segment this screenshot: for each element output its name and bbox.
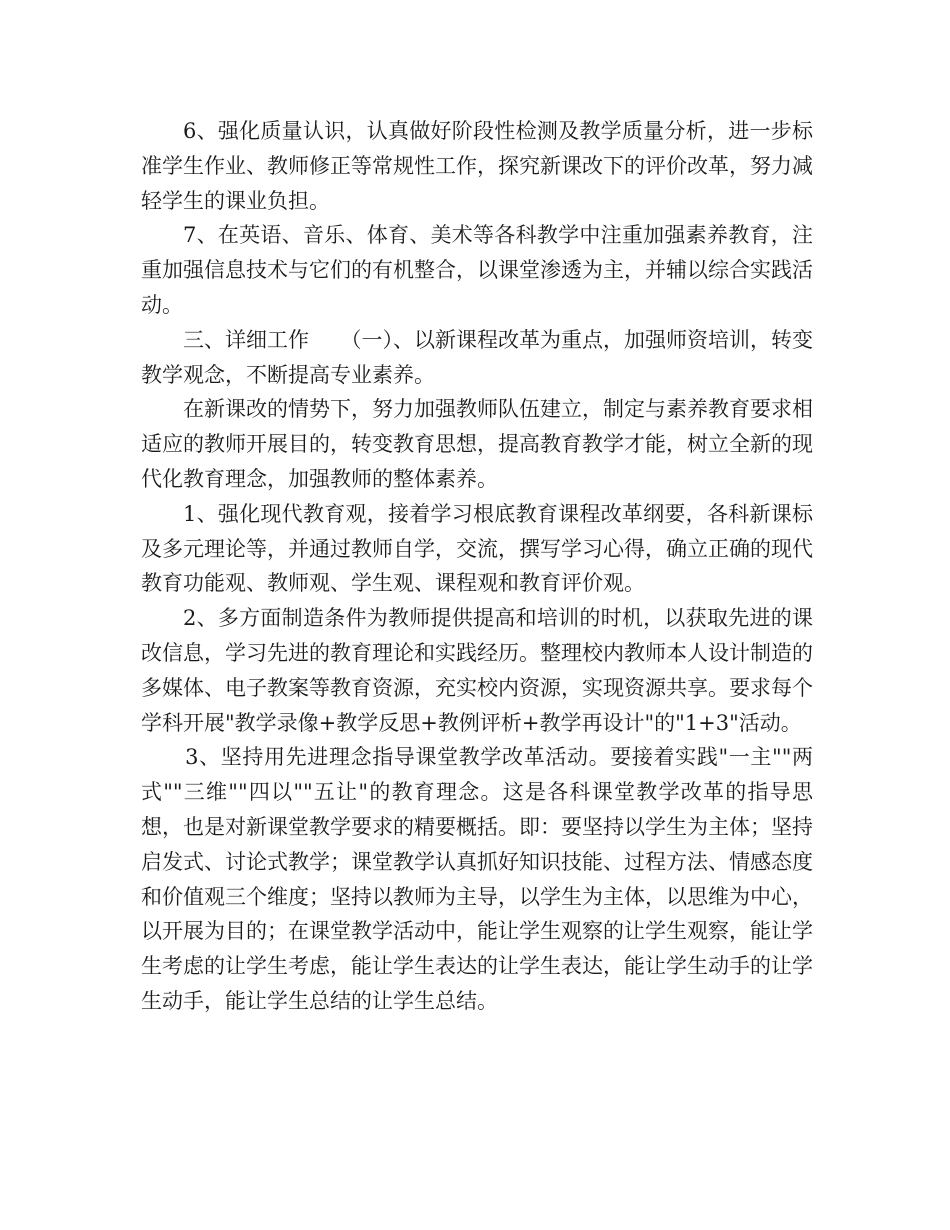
paragraph-item-2: 2、多方面制造条件为教师提供提高和培训的时机，以获取先进的课改信息，学习先进的教育理论和实践经历。整理校内教师本人设计制造的多媒体、电子教案等教育资源，充实校内资源，实现资源共享。要求每个学科开展"教学录像+教学反思+教例评析+教学再设计"的"1+3"活动。: [141, 606, 813, 735]
paragraph-item-6: 6、强化质量认识，认真做好阶段性检测及教学质量分析，进一步标准学生作业、教师修正等常规性工作，探究新课改下的评价改革，努力减轻学生的课业负担。: [141, 119, 813, 213]
document-body: [141, 114, 813, 1019]
paragraph-section-three: 三、详细工作 （一）、以新课程改革为重点，加强师资培训，转变教学观念，不断提高专业素养。: [141, 327, 813, 387]
paragraph-item-7: 7、在英语、音乐、体育、美术等各科教学中注重加强素养教育，注重加强信息技术与它们的有机整合，以课堂渗透为主，并辅以综合实践活动。: [141, 223, 813, 317]
paragraph-item-3: 3、坚持用先进理念指导课堂教学改革活动。要接着实践"一主""两式""三维""四以""五让"的教育理念。这是各科课堂教学改革的指导思想，也是对新课堂教学要求的精要概括。即：要坚持以学生为主体；坚持启发式、讨论式教学；课堂教学认真抓好知识技能、过程方法、情感态度和价值观三个维度；坚持以教师为主导，以学生为主体，以思维为中心，以开展为目的；在课堂教学活动中，能让学生观察的让学生观察，能让学生考虑的让学生考虑，能让学生表达的让学生表达，能让学生动手的让学生动手，能让学生总结的让学生总结。: [141, 745, 813, 1013]
paragraph-intro: 在新课改的情势下，努力加强教师队伍建立，制定与素养教育要求相适应的教师开展目的，转变教育思想，提高教育教学才能，树立全新的现代化教育理念，加强教师的整体素养。: [141, 397, 813, 491]
paragraph-item-1: 1、强化现代教育观，接着学习根底教育课程改革纲要，各科新课标及多元理论等，并通过教师自学，交流，撰写学习心得，确立正确的现代教育功能观、教师观、学生观、课程观和教育评价观。: [141, 501, 813, 596]
